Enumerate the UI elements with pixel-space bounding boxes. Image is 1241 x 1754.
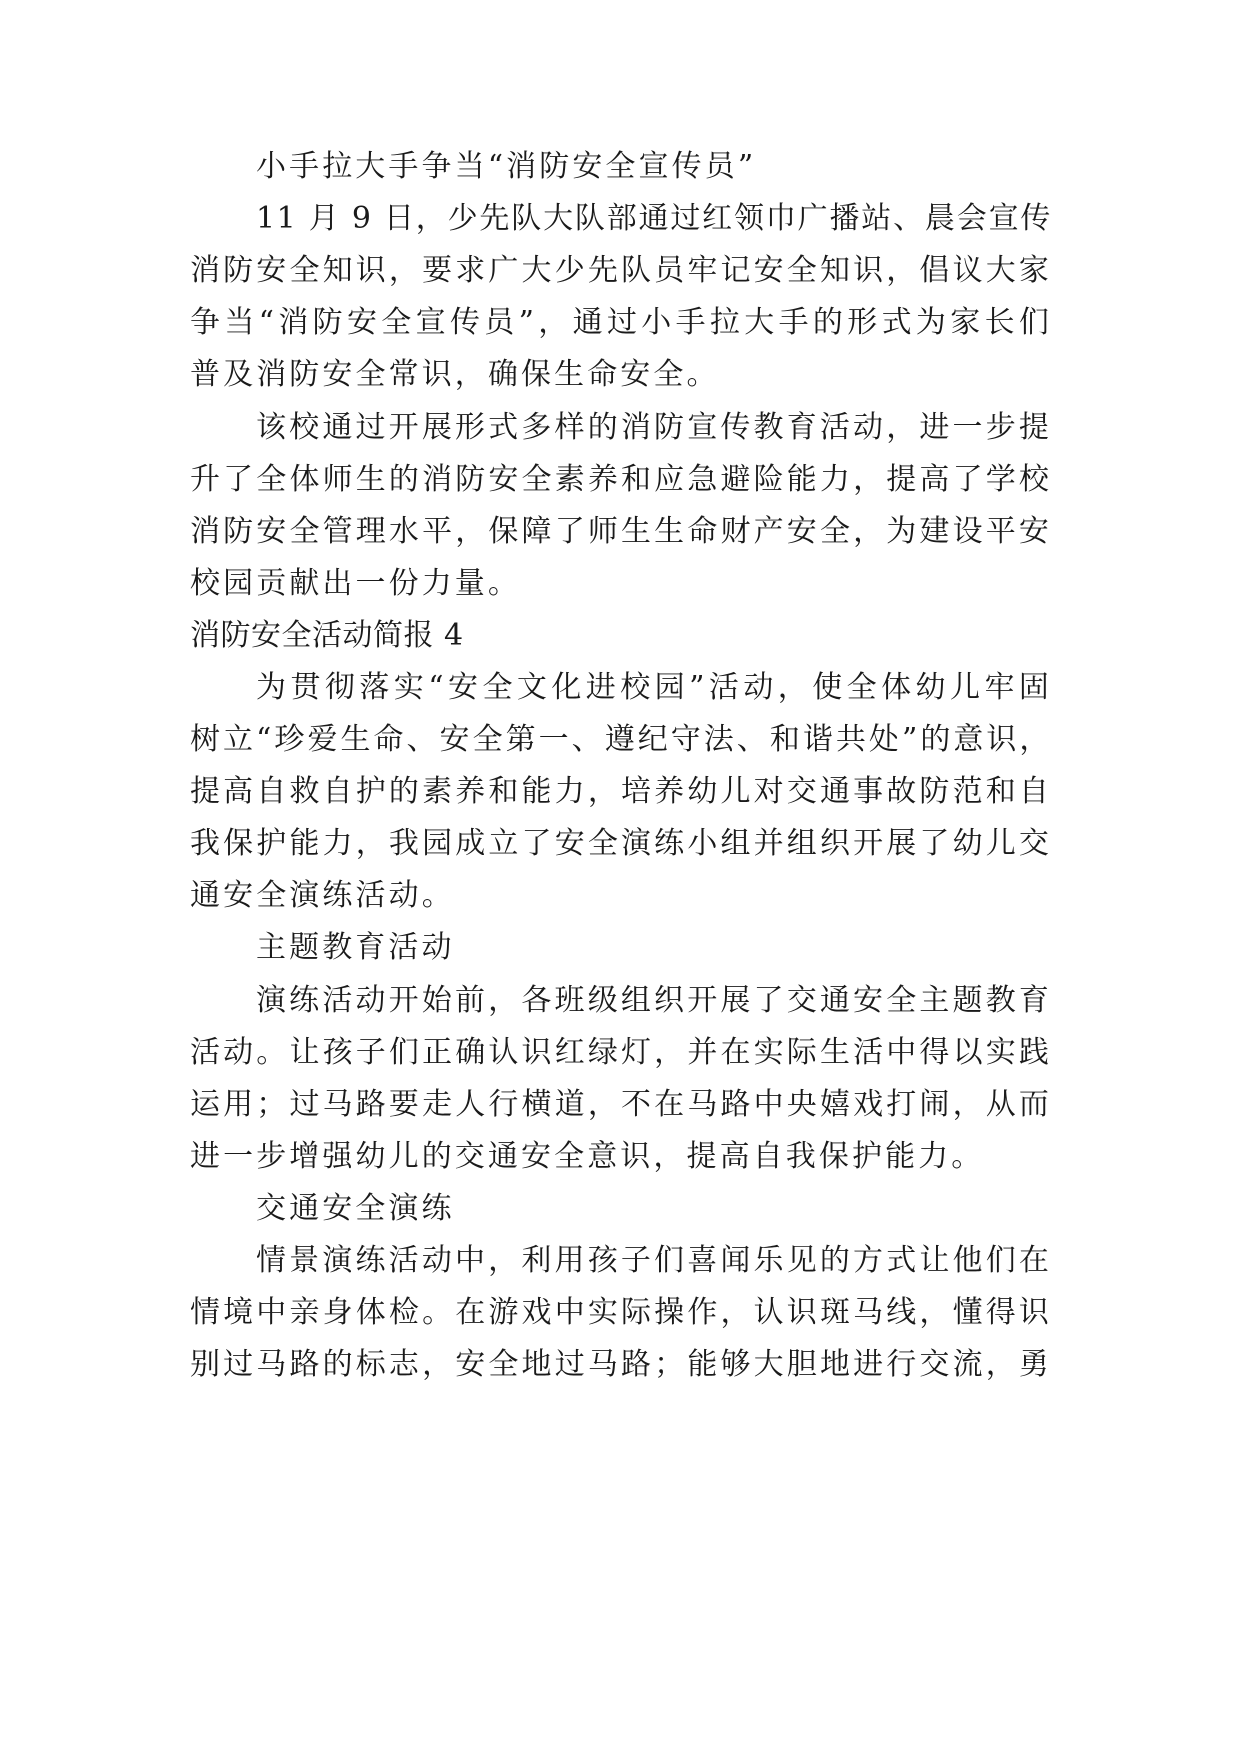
section-heading: 小手拉大手争当“消防安全宣传员” <box>256 149 757 184</box>
paragraph-line: 校园贡献出一份力量。 <box>190 566 521 601</box>
paragraph-line: 进一步增强幼儿的交通安全意识，提高自我保护能力。 <box>190 1139 985 1174</box>
section-title: 消防安全活动简报 4 <box>190 618 464 653</box>
paragraph-line: 演练活动开始前，各班级组织开展了交通安全主题教育 <box>256 983 1052 1018</box>
paragraph-line: 争当“消防安全宣传员”，通过小手拉大手的形式为家长们 <box>190 305 1052 340</box>
paragraph-line: 升了全体师生的消防安全素养和应急避险能力，提高了学校 <box>190 462 1052 497</box>
paragraph-line: 情境中亲身体检。在游戏中实际操作，认识斑马线，懂得识 <box>190 1295 1052 1330</box>
paragraph-line: 该校通过开展形式多样的消防宣传教育活动，进一步提 <box>256 410 1052 445</box>
paragraph-line: 通安全演练活动。 <box>190 878 455 913</box>
paragraph-line: 11 月 9 日，少先队大队部通过红领巾广播站、晨会宣传 <box>256 201 1052 236</box>
section-heading: 交通安全演练 <box>256 1191 455 1226</box>
paragraph-line: 树立“珍爱生命、安全第一、遵纪守法、和谐共处”的意识， <box>190 722 1052 757</box>
paragraph-line: 消防安全知识，要求广大少先队员牢记安全知识，倡议大家 <box>190 253 1052 288</box>
paragraph-line: 消防安全管理水平，保障了师生生命财产安全，为建设平安 <box>190 514 1052 549</box>
paragraph-line: 为贯彻落实“安全文化进校园”活动，使全体幼儿牢固 <box>256 670 1052 705</box>
paragraph-line: 别过马路的标志，安全地过马路；能够大胆地进行交流，勇 <box>190 1347 1052 1382</box>
paragraph-line: 提高自救自护的素养和能力，培养幼儿对交通事故防范和自 <box>190 774 1052 809</box>
paragraph-line: 活动。让孩子们正确认识红绿灯，并在实际生活中得以实践 <box>190 1035 1052 1070</box>
paragraph-line: 情景演练活动中，利用孩子们喜闻乐见的方式让他们在 <box>256 1243 1052 1278</box>
paragraph-line: 普及消防安全常识，确保生命安全。 <box>190 357 720 392</box>
section-heading: 主题教育活动 <box>256 930 455 965</box>
paragraph-line: 我保护能力，我园成立了安全演练小组并组织开展了幼儿交 <box>190 826 1052 861</box>
paragraph-line: 运用；过马路要走人行横道，不在马路中央嬉戏打闹，从而 <box>190 1087 1052 1122</box>
